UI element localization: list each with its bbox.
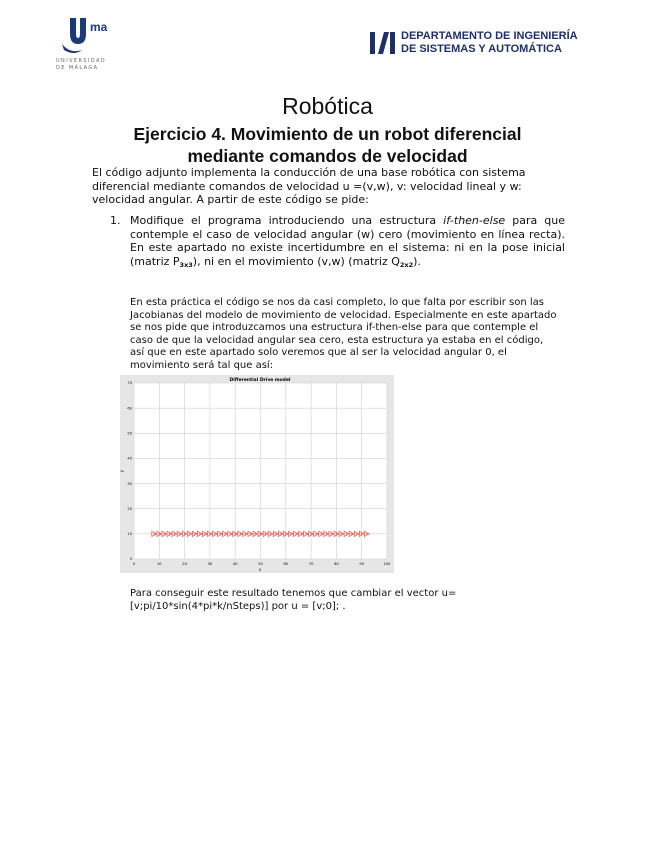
robot-pose-point — [194, 533, 195, 534]
robot-pose-point — [240, 533, 241, 534]
robot-pose-point — [209, 533, 210, 534]
robot-pose-point — [311, 533, 312, 534]
x-tick-label: 100 — [383, 562, 391, 566]
conclusion-paragraph: Para conseguir este resultado tenemos que cambiar el vector u=[v;pi/10*sin(4*pi*k/nSteps)] por u = [v;0]; . — [130, 588, 457, 612]
robot-pose-point — [275, 533, 276, 534]
robot-pose-point — [174, 533, 175, 534]
robot-pose-point — [159, 533, 160, 534]
matrix-p-subscript: 3x3 — [179, 260, 193, 269]
robot-pose-point — [326, 533, 327, 534]
department-logo-line-2: DE SISTEMAS Y AUTOMÁTICA — [401, 43, 562, 55]
robot-pose-point — [356, 533, 357, 534]
chart-x-axis-label: x — [258, 567, 262, 572]
x-tick-label: 10 — [157, 562, 162, 566]
robot-pose-point — [255, 533, 256, 534]
task-emphasis: if-then-else — [443, 214, 506, 227]
task-text — [130, 214, 565, 272]
x-tick-label: 60 — [283, 562, 289, 566]
robot-pose-point — [336, 533, 337, 534]
robot-pose-point — [305, 533, 306, 534]
university-logo-name: UNIVERSIDAD DE MÁLAGA — [56, 58, 107, 71]
x-tick-label: 0 — [132, 562, 136, 566]
robot-pose-point — [316, 533, 317, 534]
task-text-part: ), ni en el movimiento (v,w) (matriz Q — [192, 254, 400, 268]
robot-pose-point — [214, 533, 215, 534]
robot-pose-point — [154, 533, 155, 534]
y-tick-label: 30 — [127, 481, 132, 486]
robot-pose-point — [245, 533, 246, 534]
task-text-part: Modifique el programa introduciendo una estructura — [130, 214, 444, 227]
x-tick-label: 70 — [308, 562, 314, 566]
exercise-subtitle: Ejercicio 4. Movimiento de un robot diferencial mediante comandos de velocidad — [133, 124, 522, 166]
robot-pose-point — [295, 533, 296, 534]
robot-pose-point — [300, 533, 301, 534]
x-tick-label: 80 — [334, 562, 339, 566]
robot-pose-point — [341, 533, 342, 534]
university-logo — [52, 14, 116, 76]
y-tick-label: 40 — [127, 456, 132, 461]
y-tick-label: 20 — [127, 506, 132, 511]
x-tick-label: 40 — [232, 562, 238, 566]
y-tick-label: 50 — [127, 431, 132, 436]
robot-pose-point — [280, 533, 281, 534]
trajectory-chart — [120, 375, 394, 573]
robot-pose-point — [290, 533, 291, 534]
university-logo-mark-text: ma — [90, 20, 108, 34]
department-logo-mark — [370, 30, 396, 56]
page-title: Robótica — [282, 93, 373, 119]
matrix-q-subscript: 2x2 — [399, 260, 414, 269]
task-text-part: ). — [413, 254, 421, 268]
robot-pose-point — [230, 533, 231, 534]
intro-paragraph: El código adjunto implementa la conducción de una base robótica con sistema diferencial mediante comandos de velocidad u =(v,w), v: velocidad lineal y w: velocidad angular. A partir de este código se pide: — [92, 166, 526, 206]
robot-pose-point — [361, 533, 362, 534]
robot-pose-point — [331, 533, 332, 534]
task-text-part: para que contemple el caso de velocidad angular (w) cero (movimiento en línea recta). En este apartado no existe incertidumbre en el sistema: ni en la pose inicial (matriz P — [130, 214, 566, 268]
x-tick-label: 30 — [207, 562, 213, 566]
robot-pose-point — [204, 533, 205, 534]
robot-pose-point — [189, 533, 190, 534]
robot-pose-point — [169, 533, 170, 534]
robot-pose-point — [235, 533, 236, 534]
robot-pose-point — [351, 533, 352, 534]
department-logo-text — [401, 30, 578, 56]
task-number: 1. — [110, 214, 121, 227]
x-tick-label: 50 — [258, 562, 263, 566]
trajectory-plot — [120, 375, 394, 573]
y-tick-label: 70 — [127, 381, 132, 386]
department-logo-line-1: DEPARTAMENTO DE INGENIERÍA — [401, 30, 578, 42]
department-logo — [370, 30, 590, 60]
chart-title: Differential Drive model — [229, 378, 291, 383]
robot-pose-point — [219, 533, 220, 534]
y-tick-label: 60 — [127, 406, 132, 411]
robot-pose-point — [179, 533, 180, 534]
robot-pose-point — [265, 533, 266, 534]
robot-pose-point — [224, 533, 225, 534]
robot-pose-point — [285, 533, 286, 534]
y-tick-label: 10 — [127, 532, 132, 537]
robot-pose-point — [250, 533, 251, 534]
robot-pose-point — [260, 533, 261, 534]
robot-pose-point — [346, 533, 347, 534]
chart-y-axis-label: y — [119, 469, 124, 473]
robot-pose-point — [366, 533, 367, 534]
robot-pose-point — [321, 533, 322, 534]
answer-paragraph: En esta práctica el código se nos da casi completo, lo que falta por escribir son las Jacobianas del modelo de movimiento de velocidad. Especialmente en este apartado se nos pide que introduzcamos una estructura if-then-else para que contemple el caso de que la velocidad angular sea cero, esta estructura ya estaba en el código, así que en este apartado solo veremos que al ser la velocidad angular 0, el movimiento será tal que así: — [130, 297, 557, 371]
robot-pose-point — [270, 533, 271, 534]
y-tick-label: 0 — [129, 557, 132, 562]
robot-pose-point — [184, 533, 185, 534]
x-tick-label: 90 — [359, 562, 364, 566]
x-tick-label: 20 — [182, 562, 187, 566]
robot-pose-point — [199, 533, 200, 534]
robot-pose-point — [164, 533, 165, 534]
